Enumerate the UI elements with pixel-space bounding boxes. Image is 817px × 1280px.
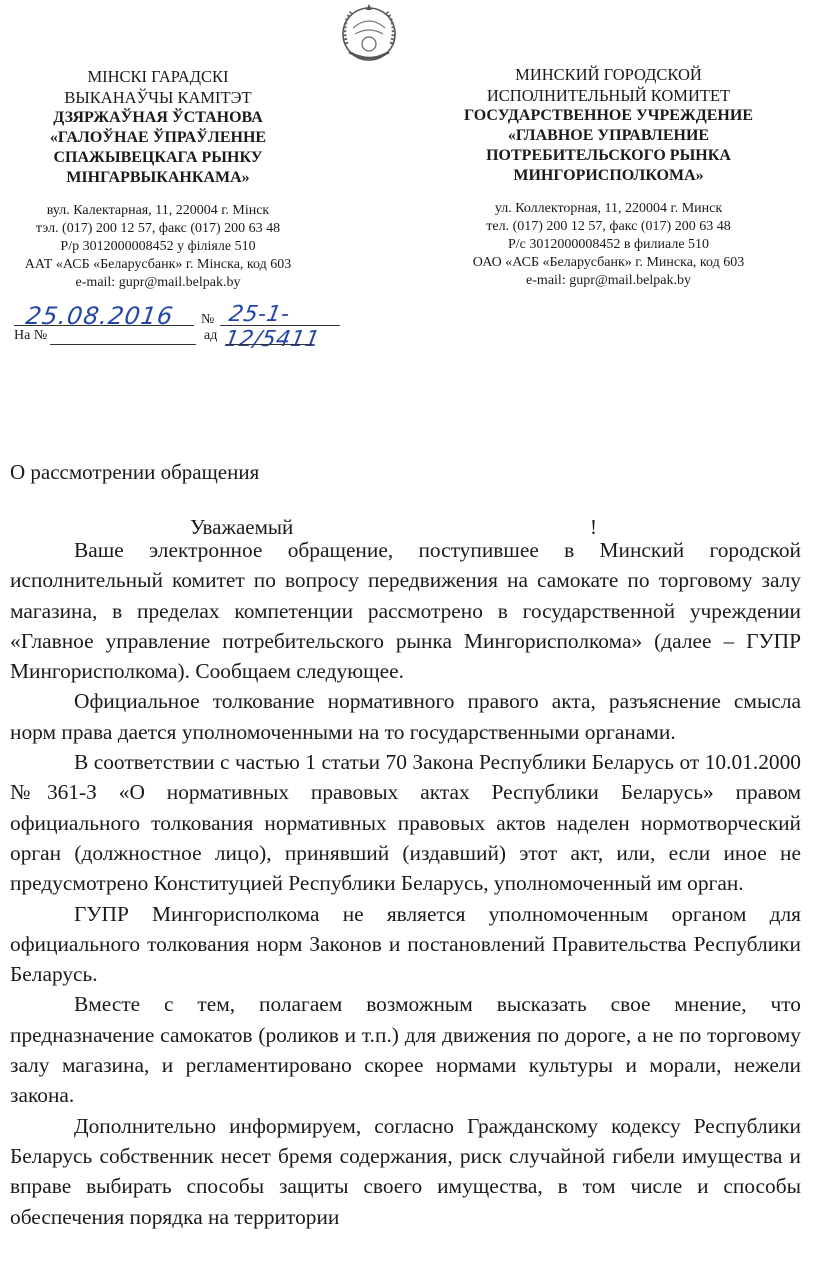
- body-paragraph: В соответствии с частью 1 статьи 70 Закона Республики Беларусь от 10.01.2000 №361-З «О нормативных правовых актах Республики Беларусь» правом официального толкования нормативных правовых актов наделен нормотворческий орган (должностное лицо), принявший (издавший) этот акт, или, если иное не предусмотрено Конституцией Республики Беларусь, уполномоченный им орган.: [10, 750, 801, 896]
- body-paragraph: ГУПР Мингорисполкома не является уполномоченным органом для официального толкования норм Законов и постановлений Правительства Республики Беларусь.: [10, 901, 801, 987]
- salutation-text: Уважаемый: [190, 515, 294, 539]
- phone: тэл. (017) 200 12 57, факс (017) 200 63 48: [35, 221, 281, 236]
- org-name-line: ИСПОЛНИТЕЛЬНЫЙ КОМИТЕТ: [486, 86, 731, 105]
- state-emblem-icon: [331, 0, 407, 62]
- dept-name-line: ГОСУДАРСТВЕННОЕ УЧРЕЖДЕНИЕ: [464, 107, 753, 124]
- date-underline: [14, 325, 194, 326]
- registration-block: [14, 300, 334, 350]
- body-paragraph: Вместе с тем, полагаем возможным высказать свое мнение, что предназначение самокатов (роликов и т.п.) для движения по дороге, а не по торговому залу магазина, и регламентировано скорее нормами культуры и морали, нежели закона.: [10, 992, 801, 1108]
- address: ул. Коллекторная, 11, 220004 г. Минск: [494, 201, 723, 216]
- dept-name-line: СПАЖЫВЕЦКАГА РЫНКУ: [53, 149, 263, 166]
- bank-account: Р/с 3012000008452 в филиале 510: [507, 237, 710, 252]
- body-paragraph: Дополнительно информируем, согласно Гражданскому кодексу Республики Беларусь собственник несет бремя содержания, риск случайной гибели имущества и вправе выбирать способы защиты своего имущества, в том числе и способы обеспечения порядка на территории: [10, 1113, 801, 1229]
- from-label: ад: [204, 328, 218, 343]
- org-name-line: ВЫКАНАЎЧЫ КАМІТЭТ: [64, 88, 252, 107]
- body-paragraph: Ваше электронное обращение, поступившее в Минский городской исполнительный комитет по вопросу передвижения на самокате по торговому залу магазина, в пределах компетенции рассмотрено в государственной учреждении «Главное управление потребительского рынка Мингорисполкома» (далее – ГУПР Мингорисполкома). Сообщаем следующее.: [10, 538, 801, 684]
- dept-name-line: ПОТРЕБИТЕЛЬСКОГО РЫНКА: [486, 147, 731, 164]
- reference-underline: [50, 344, 196, 345]
- number-label: №: [201, 312, 215, 327]
- bank-account: Р/р 3012000008452 у філіяле 510: [60, 239, 256, 254]
- phone: тел. (017) 200 12 57, факс (017) 200 63 48: [486, 219, 731, 234]
- email: e-mail: gupr@mail.belpak.by: [75, 275, 241, 290]
- dept-name-line: МІНГАРВЫКАНКАМА»: [66, 169, 250, 186]
- reference-label: На №: [14, 328, 48, 343]
- registration-date: 25.08.2016: [24, 302, 176, 330]
- salutation-exclamation: !: [590, 515, 597, 539]
- dept-name-line: «ГАЛОЎНАЕ ЎПРАЎЛЕННЕ: [49, 129, 267, 146]
- bank-name: ААТ «АСБ «Беларусбанк» г. Мінска, код 603: [24, 257, 292, 272]
- body-paragraph: Официальное толкование нормативного правого акта, разъяснение смысла норм права дается уполномоченными на то государственными органами.: [10, 689, 801, 744]
- address: вул. Калектарная, 11, 220004 г. Мінск: [46, 203, 270, 218]
- org-name-line: МИНСКИЙ ГОРОДСКОЙ: [515, 65, 702, 84]
- dept-name-line: «ГЛАВНОЕ УПРАВЛЕНИЕ: [507, 127, 710, 144]
- bank-name: ОАО «АСБ «Беларусбанк» г. Минска, код 603: [472, 255, 745, 270]
- dept-name-line: МИНГОРИСПОЛКОМА»: [513, 167, 704, 184]
- email: e-mail: gupr@mail.belpak.by: [526, 273, 691, 288]
- number-underline: [220, 325, 340, 326]
- letter-body: [10, 535, 801, 1232]
- org-name-line: МІНСКІ ГАРАДСКІ: [87, 67, 229, 86]
- letter-subject: О рассмотрении обращения: [10, 460, 260, 484]
- header-left-belarusian: [8, 66, 308, 292]
- header-right-russian: [436, 64, 781, 290]
- from-underline: [226, 344, 312, 345]
- dept-name-line: ДЗЯРЖАЎНАЯ ЎСТАНОВА: [53, 109, 263, 126]
- registration-number: 25-1-12/5411: [222, 302, 322, 352]
